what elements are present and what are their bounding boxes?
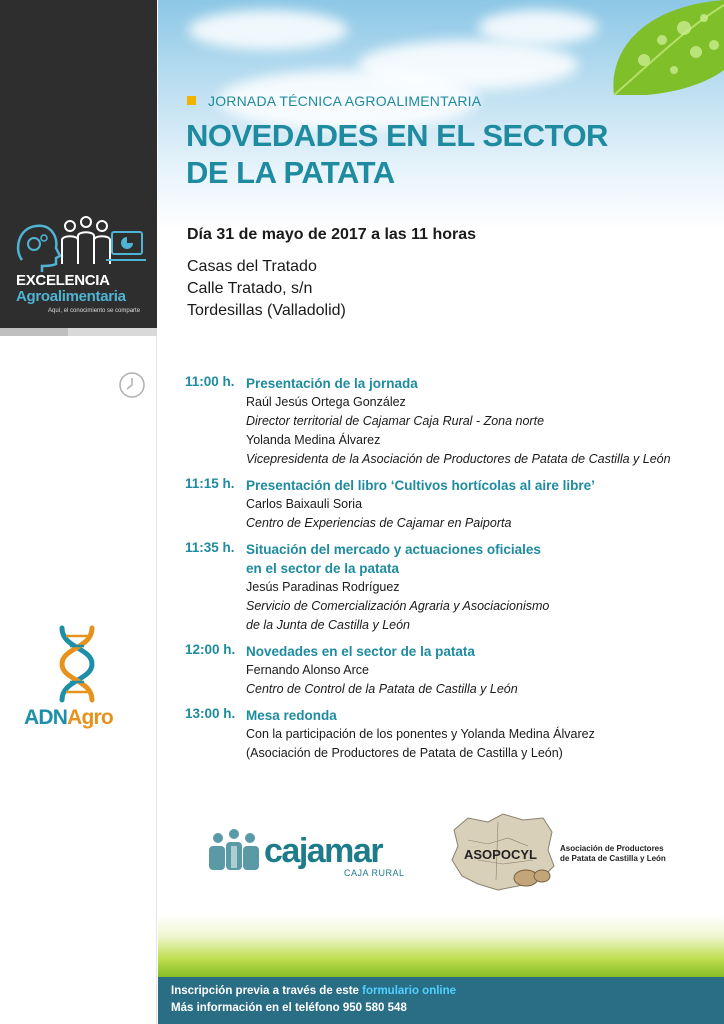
kicker-square-icon xyxy=(187,96,196,105)
asopocyl-logo-text: ASOPOCYL xyxy=(464,847,537,862)
page-title xyxy=(186,117,706,191)
agenda-item xyxy=(185,706,715,763)
agenda-item xyxy=(185,540,715,635)
speaker-role: Servicio de Comercialización Agraria y Asociacionismo xyxy=(246,599,550,613)
agenda-item xyxy=(185,476,715,533)
speaker-name: Fernando Alonso Arce xyxy=(246,663,369,677)
clock-icon xyxy=(118,371,146,399)
contact-phone-text: Más información en el teléfono 950 580 548 xyxy=(171,1002,407,1014)
adnagro-logo-part1: ADN xyxy=(24,706,68,729)
adnagro-logo-part2: Agro xyxy=(67,706,113,729)
speaker-name: Yolanda Medina Álvarez xyxy=(246,433,381,447)
grass-decoration xyxy=(158,915,724,977)
event-kicker xyxy=(187,93,481,109)
agenda-title: Mesa redonda xyxy=(246,708,337,723)
adnagro-logo-text xyxy=(24,706,113,730)
event-kicker-text: JORNADA TÉCNICA AGROALIMENTARIA xyxy=(208,93,482,109)
dna-icon xyxy=(52,624,102,704)
brand-title: EXCELENCIA xyxy=(16,272,110,289)
asopocyl-description-line: Asociación de Productores xyxy=(560,844,664,853)
cloud xyxy=(478,10,598,45)
agenda-item xyxy=(185,642,715,699)
event-date: Día 31 de mayo de 2017 a las 11 horas xyxy=(187,226,477,243)
agenda-title: Novedades en el sector de la patata xyxy=(246,644,475,659)
agenda-title: Situación del mercado y actuaciones oficiales xyxy=(246,542,541,557)
speaker-role: Director territorial de Cajamar Caja Rural - Zona norte xyxy=(246,414,545,428)
speaker-role: de la Junta de Castilla y León xyxy=(246,618,410,632)
speaker-role: Centro de Control de la Patata de Castilla y León xyxy=(246,682,518,696)
agenda-description: (Asociación de Productores de Patata de Castilla y León) xyxy=(246,746,563,760)
left-sidebar xyxy=(0,0,157,1024)
speaker-name: Raúl Jesús Ortega González xyxy=(246,395,406,409)
footer-bar xyxy=(158,977,724,1024)
brand-divider xyxy=(0,328,68,336)
leaf-icon xyxy=(604,0,724,95)
speaker-role: Vicepresidenta de la Asociación de Productores de Patata de Castilla y León xyxy=(246,452,671,466)
agenda-time: 13:00 h. xyxy=(185,706,236,721)
agenda-time: 11:00 h. xyxy=(185,374,235,389)
speaker-role: Centro de Experiencias de Cajamar en Paiporta xyxy=(246,516,512,530)
venue-line: Casas del Tratado xyxy=(187,258,317,275)
speaker-name: Jesús Paradinas Rodríguez xyxy=(246,580,400,594)
venue-line: Calle Tratado, s/n xyxy=(187,280,313,297)
page-title-line1: NOVEDADES EN EL SECTOR xyxy=(186,118,608,153)
speaker-name: Carlos Baixauli Soria xyxy=(246,497,363,511)
cloud xyxy=(188,10,348,50)
agenda-description: Con la participación de los ponentes y Yolanda Medina Álvarez xyxy=(246,727,595,741)
cajamar-logo-subtext: CAJA RURAL xyxy=(344,868,405,878)
event-venue xyxy=(187,256,346,322)
brand-tagline: Aquí, el conocimiento se comparte xyxy=(48,308,141,314)
venue-line: Tordesillas (Valladolid) xyxy=(187,302,346,319)
agenda-time: 11:35 h. xyxy=(185,540,235,555)
page-title-line2: DE LA PATATA xyxy=(186,155,395,190)
agenda-title: Presentación del libro ‘Cultivos hortícolas al aire libre’ xyxy=(246,478,595,493)
brand-subtitle: Agroalimentaria xyxy=(16,288,126,305)
agenda-title: Presentación de la jornada xyxy=(246,376,418,391)
registration-text xyxy=(171,985,456,997)
registration-prefix: Inscripción previa a través de este xyxy=(171,985,363,997)
agenda-item xyxy=(185,374,715,469)
cajamar-logo-text: cajamar xyxy=(264,832,383,870)
agenda-time: 12:00 h. xyxy=(185,642,236,657)
brand-divider-light xyxy=(68,328,157,336)
agenda-time: 11:15 h. xyxy=(185,476,235,491)
agenda-title-continued: en el sector de la patata xyxy=(246,561,400,576)
agenda-list xyxy=(185,374,715,770)
asopocyl-description-line: de Patata de Castilla y León xyxy=(560,854,666,863)
asopocyl-description xyxy=(560,844,666,864)
registration-form-link[interactable]: formulario online xyxy=(362,985,457,997)
